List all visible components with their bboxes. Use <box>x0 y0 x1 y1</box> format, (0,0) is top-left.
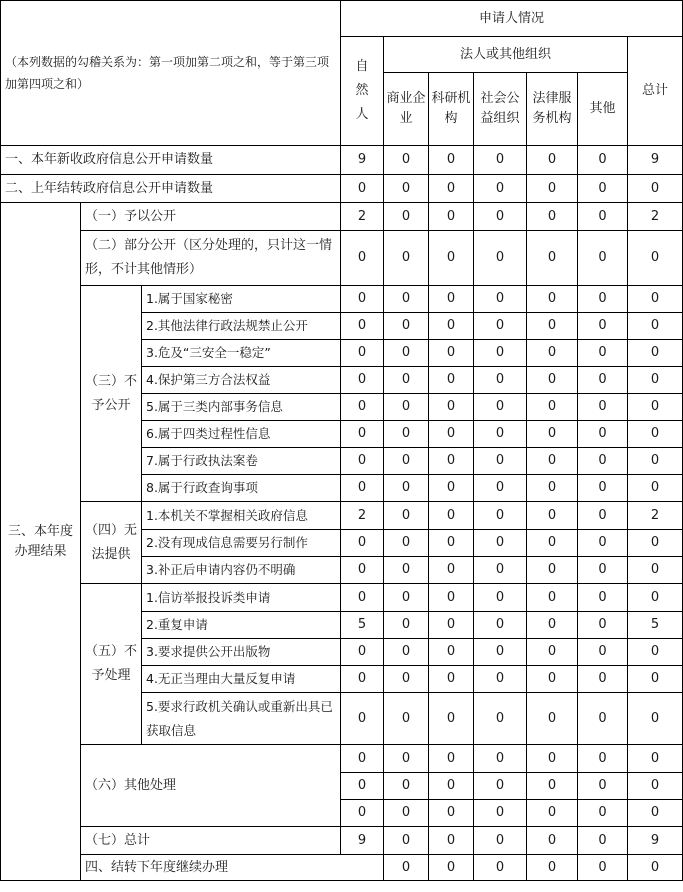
cell-value: 0 <box>341 367 384 394</box>
cell-value: 0 <box>527 313 578 340</box>
cell-value: 0 <box>527 855 578 881</box>
cell-value: 0 <box>384 584 429 612</box>
cell-value: 0 <box>578 639 628 666</box>
cell-value: 0 <box>474 745 527 773</box>
cell-value: 9 <box>628 146 683 175</box>
cell-value: 0 <box>384 475 429 502</box>
cell-value: 0 <box>578 557 628 584</box>
not-processed-group-label: （五）不予处理 <box>81 584 142 745</box>
cell-value: 0 <box>474 203 527 231</box>
cell-value: 0 <box>341 313 384 340</box>
cell-value: 0 <box>384 367 429 394</box>
cell-value: 0 <box>527 584 578 612</box>
cell-value: 0 <box>474 530 527 557</box>
cell-value: 0 <box>384 394 429 421</box>
row-label: 一、本年新收政府信息公开申请数量 <box>1 146 341 175</box>
cell-value: 0 <box>429 557 474 584</box>
cell-value: 0 <box>384 313 429 340</box>
cell-value: 0 <box>628 313 683 340</box>
row-label: 1.信访举报投诉类申请 <box>142 584 341 612</box>
cell-value: 0 <box>384 693 429 745</box>
cell-value: 0 <box>527 745 578 773</box>
cell-value: 0 <box>527 421 578 448</box>
cell-value: 0 <box>429 693 474 745</box>
row-label: 1.属于国家秘密 <box>142 286 341 313</box>
cell-value: 0 <box>474 175 527 203</box>
cell-value: 0 <box>628 286 683 313</box>
cell-value: 0 <box>628 666 683 693</box>
cell-value: 0 <box>628 639 683 666</box>
cell-value: 0 <box>384 827 429 855</box>
row-label: 四、结转下年度继续办理 <box>81 855 384 881</box>
other-handling-label: （六）其他处理 <box>81 745 341 827</box>
cell-value: 0 <box>474 394 527 421</box>
table-row <box>1 584 683 612</box>
table-row <box>1 286 683 313</box>
cell-value: 0 <box>578 203 628 231</box>
cell-value: 0 <box>341 475 384 502</box>
cell-value: 0 <box>384 448 429 475</box>
cell-value: 0 <box>527 773 578 800</box>
cell-value: 0 <box>429 313 474 340</box>
cell-value: 0 <box>527 666 578 693</box>
cell-value: 0 <box>628 855 683 881</box>
legal-entity-header: 法人或其他组织 <box>384 37 628 73</box>
cell-value: 0 <box>527 340 578 367</box>
cell-value: 0 <box>578 394 628 421</box>
cell-value: 0 <box>628 394 683 421</box>
cell-value: 0 <box>578 800 628 827</box>
cell-value: 0 <box>628 800 683 827</box>
cell-value: 0 <box>527 146 578 175</box>
cell-value: 0 <box>384 340 429 367</box>
cell-value: 0 <box>341 639 384 666</box>
table-note: （本列数据的勾稽关系为：第一项加第二项之和，等于第三项加第四项之和） <box>1 1 341 146</box>
cell-value: 0 <box>578 666 628 693</box>
legal-service-header: 法律服务机构 <box>527 73 578 146</box>
table-row <box>1 203 683 231</box>
row-label: 8.属于行政查询事项 <box>142 475 341 502</box>
cell-value: 0 <box>527 203 578 231</box>
other-header: 其他 <box>578 73 628 146</box>
cell-value: 0 <box>527 800 578 827</box>
cell-value: 0 <box>384 666 429 693</box>
cell-value: 0 <box>578 502 628 530</box>
cell-value: 2 <box>341 203 384 231</box>
cell-value: 0 <box>474 800 527 827</box>
cell-value: 0 <box>384 773 429 800</box>
cell-value: 0 <box>474 855 527 881</box>
cell-value: 0 <box>341 231 384 286</box>
cell-value: 0 <box>578 827 628 855</box>
cell-value: 0 <box>341 666 384 693</box>
cell-value: 0 <box>341 800 384 827</box>
cell-value: 0 <box>578 286 628 313</box>
row-label: 2.重复申请 <box>142 612 341 639</box>
cell-value: 0 <box>628 448 683 475</box>
cell-value: 0 <box>429 231 474 286</box>
cell-value: 5 <box>341 612 384 639</box>
cell-value: 0 <box>384 745 429 773</box>
cell-value: 0 <box>578 175 628 203</box>
cell-value: 0 <box>578 448 628 475</box>
cell-value: 0 <box>341 448 384 475</box>
cell-value: 0 <box>628 340 683 367</box>
row-label: （一）予以公开 <box>81 203 341 231</box>
row-label: 4.无正当理由大量反复申请 <box>142 666 341 693</box>
cell-value: 2 <box>628 502 683 530</box>
row-label: 1.本机关不掌握相关政府信息 <box>142 502 341 530</box>
cell-value: 0 <box>474 584 527 612</box>
cell-value: 0 <box>384 175 429 203</box>
cell-value: 0 <box>474 367 527 394</box>
cell-value: 0 <box>429 612 474 639</box>
cell-value: 0 <box>527 286 578 313</box>
cell-value: 0 <box>429 827 474 855</box>
cell-value: 0 <box>341 773 384 800</box>
cell-value: 0 <box>429 146 474 175</box>
cell-value: 0 <box>474 421 527 448</box>
cell-value: 0 <box>384 612 429 639</box>
cell-value: 9 <box>341 827 384 855</box>
cell-value: 0 <box>429 394 474 421</box>
cell-value: 0 <box>628 530 683 557</box>
cell-value: 0 <box>384 286 429 313</box>
cell-value: 0 <box>527 394 578 421</box>
row-label: 3.危及“三安全一稳定” <box>142 340 341 367</box>
cell-value: 0 <box>474 475 527 502</box>
cell-value: 9 <box>628 827 683 855</box>
unavailable-group-label: （四）无法提供 <box>81 502 142 584</box>
row-label: 7.属于行政执法案卷 <box>142 448 341 475</box>
cell-value: 0 <box>429 340 474 367</box>
row-label: （二）部分公开（区分处理的，只计这一情形，不计其他情形） <box>81 231 341 286</box>
cell-value: 0 <box>429 286 474 313</box>
cell-value: 0 <box>527 639 578 666</box>
cell-value: 0 <box>429 855 474 881</box>
row-label: 二、上年结转政府信息公开申请数量 <box>1 175 341 203</box>
cell-value: 0 <box>474 639 527 666</box>
cell-value: 0 <box>341 530 384 557</box>
cell-value: 9 <box>341 146 384 175</box>
cell-value: 0 <box>429 448 474 475</box>
cell-value: 2 <box>341 502 384 530</box>
table-row <box>1 146 683 175</box>
row-label: 5.要求行政机关确认或重新出具已获取信息 <box>142 693 341 745</box>
applicant-header: 申请人情况 <box>341 1 683 37</box>
cell-value: 0 <box>628 693 683 745</box>
cell-value: 0 <box>474 340 527 367</box>
cell-value: 0 <box>628 475 683 502</box>
table-row <box>1 502 683 530</box>
cell-value: 0 <box>474 448 527 475</box>
cell-value: 0 <box>628 745 683 773</box>
cell-value: 0 <box>578 231 628 286</box>
cell-value: 0 <box>429 639 474 666</box>
cell-value: 0 <box>527 367 578 394</box>
cell-value: 0 <box>474 146 527 175</box>
cell-value: 0 <box>578 367 628 394</box>
cell-value: 0 <box>578 530 628 557</box>
cell-value: 0 <box>527 530 578 557</box>
cell-value: 0 <box>578 475 628 502</box>
row-label: 2.没有现成信息需要另行制作 <box>142 530 341 557</box>
row-label: 2.其他法律行政法规禁止公开 <box>142 313 341 340</box>
cell-value: 0 <box>341 340 384 367</box>
cell-value: 0 <box>578 146 628 175</box>
cell-value: 0 <box>628 175 683 203</box>
table-row <box>1 855 683 881</box>
cell-value: 0 <box>429 773 474 800</box>
total-header: 总计 <box>628 37 683 146</box>
cell-value: 0 <box>474 502 527 530</box>
cell-value: 0 <box>341 557 384 584</box>
cell-value: 0 <box>474 827 527 855</box>
cell-value: 0 <box>384 502 429 530</box>
cell-value: 0 <box>474 612 527 639</box>
cell-value: 2 <box>628 203 683 231</box>
cell-value: 0 <box>341 745 384 773</box>
row-label: 4.保护第三方合法权益 <box>142 367 341 394</box>
cell-value: 0 <box>578 855 628 881</box>
cell-value: 0 <box>527 557 578 584</box>
cell-value: 0 <box>474 557 527 584</box>
cell-value: 0 <box>628 367 683 394</box>
cell-value: 0 <box>429 475 474 502</box>
business-header: 商业企业 <box>384 73 429 146</box>
cell-value: 0 <box>474 666 527 693</box>
cell-value: 0 <box>384 800 429 827</box>
cell-value: 0 <box>384 530 429 557</box>
cell-value: 0 <box>429 666 474 693</box>
cell-value: 0 <box>628 584 683 612</box>
cell-value: 0 <box>341 286 384 313</box>
research-header: 科研机构 <box>429 73 474 146</box>
cell-value: 0 <box>578 612 628 639</box>
cell-value: 0 <box>527 175 578 203</box>
cell-value: 0 <box>527 502 578 530</box>
cell-value: 0 <box>527 231 578 286</box>
table-row <box>1 745 683 773</box>
cell-value: 0 <box>429 745 474 773</box>
cell-value: 0 <box>429 502 474 530</box>
cell-value: 0 <box>578 693 628 745</box>
cell-value: 0 <box>341 421 384 448</box>
cell-value: 0 <box>429 203 474 231</box>
result-section-label: 三、本年度办理结果 <box>1 203 81 881</box>
cell-value: 0 <box>341 584 384 612</box>
withheld-group-label: （三）不予公开 <box>81 286 142 502</box>
cell-value: 0 <box>578 773 628 800</box>
cell-value: 0 <box>628 231 683 286</box>
cell-value: 0 <box>384 203 429 231</box>
cell-value: 0 <box>429 530 474 557</box>
row-label: 3.补正后申请内容仍不明确 <box>142 557 341 584</box>
cell-value: 0 <box>628 421 683 448</box>
cell-value: 0 <box>578 313 628 340</box>
table-row <box>1 827 683 855</box>
cell-value: 0 <box>384 421 429 448</box>
cell-value: 0 <box>429 800 474 827</box>
cell-value: 0 <box>628 773 683 800</box>
cell-value: 0 <box>578 340 628 367</box>
cell-value: 0 <box>527 693 578 745</box>
social-welfare-header: 社会公益组织 <box>474 73 527 146</box>
cell-value: 0 <box>474 313 527 340</box>
table-row <box>1 231 683 286</box>
cell-value: 0 <box>384 855 429 881</box>
cell-value: 0 <box>628 557 683 584</box>
table-row <box>1 175 683 203</box>
cell-value: 0 <box>341 693 384 745</box>
cell-value: 0 <box>384 557 429 584</box>
cell-value: 0 <box>429 421 474 448</box>
row-label: 3.要求提供公开出版物 <box>142 639 341 666</box>
cell-value: 0 <box>384 639 429 666</box>
cell-value: 0 <box>578 421 628 448</box>
natural-person-header: 自然人 <box>341 37 384 146</box>
cell-value: 0 <box>429 175 474 203</box>
cell-value: 0 <box>527 612 578 639</box>
cell-value: 0 <box>341 175 384 203</box>
cell-value: 5 <box>628 612 683 639</box>
cell-value: 0 <box>474 693 527 745</box>
cell-value: 0 <box>474 773 527 800</box>
row-label: （七）总计 <box>81 827 341 855</box>
cell-value: 0 <box>384 146 429 175</box>
row-label: 6.属于四类过程性信息 <box>142 421 341 448</box>
cell-value: 0 <box>474 231 527 286</box>
cell-value: 0 <box>578 584 628 612</box>
cell-value: 0 <box>474 286 527 313</box>
cell-value: 0 <box>527 827 578 855</box>
row-label: 5.属于三类内部事务信息 <box>142 394 341 421</box>
cell-value: 0 <box>429 584 474 612</box>
cell-value: 0 <box>527 448 578 475</box>
cell-value: 0 <box>384 231 429 286</box>
cell-value: 0 <box>429 367 474 394</box>
cell-value: 0 <box>578 745 628 773</box>
cell-value: 0 <box>527 475 578 502</box>
cell-value: 0 <box>341 394 384 421</box>
